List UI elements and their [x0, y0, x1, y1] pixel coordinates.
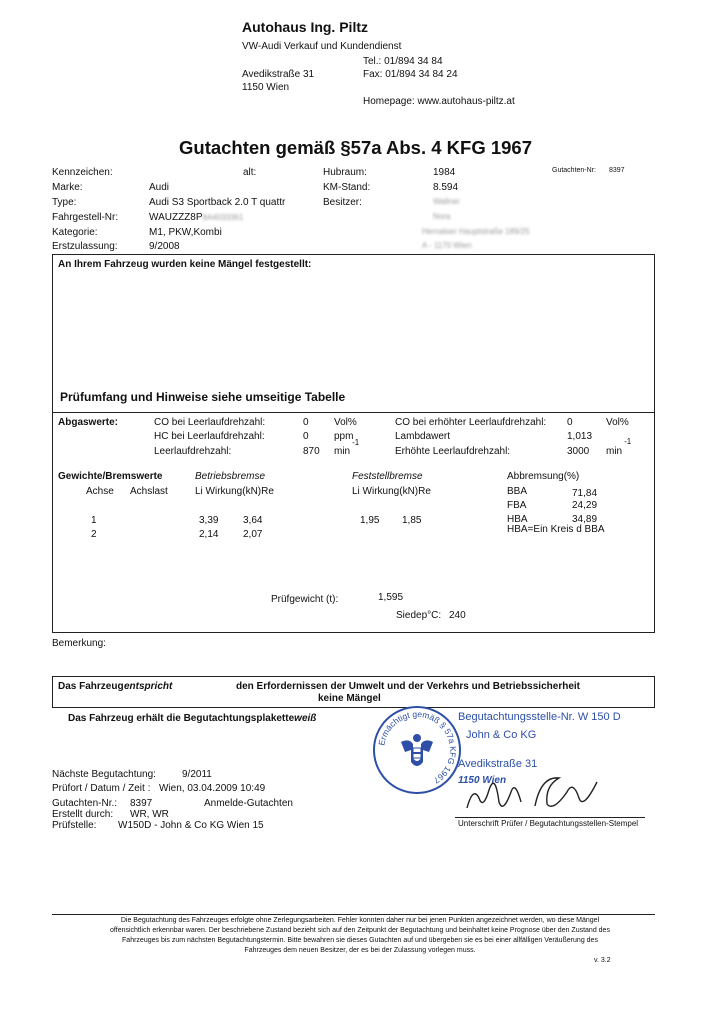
stamp-ring-text: Ermächtigt gemäß § 57a KFG 1967 — [376, 708, 459, 786]
company-city: 1150 Wien — [242, 82, 290, 93]
fahrgestell-redacted: 8A4033361 — [202, 213, 244, 222]
stamp-firma: John & Co KG — [466, 729, 537, 741]
besitzer-strasse: Hernalser Hauptstraße 189/25 — [422, 227, 530, 236]
ll-high-value: 3000 — [567, 446, 590, 457]
plakette-text — [68, 713, 316, 724]
pruefumfang-note: Prüfumfang und Hinweise siehe umseitige Tabelle — [60, 390, 346, 404]
siedep-label: Siedep°C: — [396, 610, 442, 621]
erstellt-value: WR, WR — [130, 809, 169, 820]
pruefort-label: Prüfort / Datum / Zeit : — [52, 783, 151, 794]
bba-value: 71,84 — [572, 488, 598, 499]
plakette-label: Das Fahrzeug erhält die Begutachtungsplakette — [68, 713, 295, 724]
table-row-2-achse: 2 — [91, 529, 97, 540]
feststellbremse-label: Feststellbremse — [352, 471, 423, 482]
fb-wirkung-header: Li Wirkung(kN)Re — [352, 486, 431, 497]
pruefgewicht-label: Prüfgewicht (t): — [271, 594, 339, 605]
bemerkung-label: Bemerkung: — [52, 638, 106, 649]
fahrgestell-visible: WAUZZZ8P — [149, 212, 203, 223]
company-street: Avedikstraße 31 — [242, 69, 315, 80]
ll-unit-text: min — [334, 446, 351, 457]
co-label: CO bei Leerlaufdrehzahl: — [154, 417, 266, 428]
gutachten-nr-label: Gutachten-Nr: — [552, 167, 596, 174]
co-high-unit: Vol% — [606, 417, 629, 428]
stamp-ort: 1150 Wien — [458, 775, 507, 786]
ll-unit-exp: -1 — [352, 438, 360, 447]
lambda-value: 1,013 — [567, 431, 593, 442]
document-title: Gutachten gemäß §57a Abs. 4 KFG 1967 — [179, 137, 532, 158]
table-row-1-achse: 1 — [91, 515, 97, 526]
kennzeichen-label: Kennzeichen: — [52, 167, 113, 178]
disclaimer-line-3: Fahrzeuges bis zum nächsten Begutachtungstermin. Bitte bewahren sie dieses Gutachten auf und übergeben sie es bei einer allfälligen Veräußerung des — [122, 937, 598, 944]
pruefgewicht-value: 1,595 — [378, 592, 404, 603]
achse-header: Achse — [86, 486, 114, 497]
ll-high-unit-text: min — [606, 446, 623, 457]
table-row-2-bb-li: 2,14 — [199, 529, 219, 540]
type-label: Type: — [52, 197, 77, 208]
eagle-icon — [401, 734, 433, 766]
anmelde-gutachten: Anmelde-Gutachten — [204, 798, 293, 809]
findings-heading: An Ihrem Fahrzeug wurden keine Mängel festgestellt: — [58, 259, 312, 270]
fba-value: 24,29 — [572, 500, 598, 511]
co-high-value: 0 — [567, 417, 573, 428]
gutachten-label: Gutachten-Nr.: — [52, 798, 118, 809]
ll-high-label: Erhöhte Leerlaufdrehzahl: — [395, 446, 511, 457]
verdict-prefix: Das Fahrzeug — [58, 681, 124, 692]
disclaimer-line-2: offensichtlich erkennbar waren. Der beschriebene Zustand bezieht sich auf den Zeitpunkt der Begutachtung und beinhaltet keine Prognose über den Zustand des — [110, 927, 610, 934]
ll-high-unit-exp: -1 — [624, 437, 632, 446]
abbremsung-label: Abbremsung(%) — [507, 471, 580, 482]
bba-label: BBA — [507, 486, 528, 497]
hba-note: HBA=Ein Kreis d BBA — [507, 524, 605, 535]
table-row-1-fb-re: 1,85 — [402, 515, 422, 526]
stamp-stelle: Begutachtungsstelle-Nr. W 150 D — [458, 711, 621, 723]
company-subtitle: VW-Audi Verkauf und Kundendienst — [242, 41, 402, 52]
disclaimer-line-4: Fahrzeuges dem neuen Besitzer, der es bei der Zulassung vorlegen muss. — [244, 947, 476, 954]
table-row-2-bb-re: 2,07 — [243, 529, 263, 540]
ll-high-unit — [606, 437, 632, 457]
table-row-1-fb-li: 1,95 — [360, 515, 380, 526]
signature-line — [455, 817, 645, 818]
hc-value: 0 — [303, 431, 309, 442]
verdict-text: den Erfordernissen der Umwelt und der Verkehrs und Betriebssicherheit — [236, 681, 580, 692]
gutachten-value: 8397 — [130, 798, 153, 809]
pruefstelle-label: Prüfstelle: — [52, 820, 97, 831]
hba-label: HBA — [507, 514, 528, 525]
erstzulassung-value: 9/2008 — [149, 241, 180, 252]
signature-icon — [455, 762, 605, 818]
erstellt-label: Erstellt durch: — [52, 809, 114, 820]
achslast-header: Achslast — [130, 486, 168, 497]
signature-caption: Unterschrift Prüfer / Begutachtungsstellen-Stempel — [458, 819, 639, 828]
hubraum-value: 1984 — [433, 167, 456, 178]
plakette-color: weiß — [294, 713, 317, 724]
fba-label: FBA — [507, 500, 527, 511]
table-row-1-bb-li: 3,39 — [199, 515, 219, 526]
ll-value: 870 — [303, 446, 320, 457]
co-value: 0 — [303, 417, 309, 428]
co-unit: Vol% — [334, 417, 357, 428]
stamp-ring-svg — [375, 708, 459, 792]
ll-unit — [334, 438, 360, 457]
bremswerte-label: Gewichte/Bremswerte — [58, 471, 163, 482]
disclaimer-divider — [52, 914, 655, 915]
besitzer-label: Besitzer: — [323, 197, 362, 208]
besitzer-vorname: Nora — [433, 212, 451, 221]
pruefstelle-value: W150D - John & Co KG Wien 15 — [118, 820, 264, 831]
km-label: KM-Stand: — [323, 182, 371, 193]
marke-label: Marke: — [52, 182, 83, 193]
gutachten-nr-value: 8397 — [609, 167, 625, 174]
hc-unit: ppm — [334, 431, 354, 442]
alt-label: alt: — [243, 167, 257, 178]
hc-label: HC bei Leerlaufdrehzahl: — [154, 431, 265, 442]
ll-label: Leerlaufdrehzahl: — [154, 446, 232, 457]
erstzulassung-label: Erstzulassung: — [52, 241, 118, 252]
version-label: v. 3.2 — [594, 957, 611, 964]
siedep-value: 240 — [449, 610, 466, 621]
besitzer-name: Wallner — [433, 197, 460, 206]
km-value: 8.594 — [433, 182, 459, 193]
company-name: Autohaus Ing. Piltz — [242, 19, 368, 35]
fahrgestell-label: Fahrgestell-Nr: — [52, 212, 119, 223]
marke-value: Audi — [149, 182, 170, 193]
naechste-label: Nächste Begutachtung: — [52, 769, 156, 780]
disclaimer-line-1: Die Begutachtung des Fahrzeuges erfolgte ohne Zerlegungsarbeiten. Fehler konnten daher nur bei jenen Punkten angezeichnet werden, wo diese Mängel — [120, 917, 600, 924]
company-fax: Fax: 01/894 34 84 24 — [363, 69, 458, 80]
type-value: Audi S3 Sportback 2.0 T quattr — [149, 197, 286, 208]
fahrgestell-value — [149, 212, 243, 223]
abgaswerte-label: Abgaswerte: — [58, 417, 119, 428]
table-row-1-bb-re: 3,64 — [243, 515, 263, 526]
lambda-label: Lambdawert — [395, 431, 451, 442]
naechste-value: 9/2011 — [182, 769, 212, 780]
besitzer-ort: A - 1170 Wien — [422, 241, 472, 250]
stamp-strasse: Avedikstraße 31 — [458, 758, 538, 770]
pruefort-value: Wien, 03.04.2009 10:49 — [159, 783, 266, 794]
hubraum-label: Hubraum: — [323, 167, 367, 178]
verdict-maengel: keine Mängel — [318, 693, 381, 704]
disclaimer — [0, 916, 720, 956]
company-homepage: Homepage: www.autohaus-piltz.at — [363, 96, 515, 107]
hba-value: 34,89 — [572, 514, 598, 525]
kategorie-value: M1, PKW,Kombi — [149, 227, 222, 238]
verdict-entspricht: entspricht — [124, 681, 173, 692]
company-tel: Tel.: 01/894 34 84 — [363, 56, 443, 67]
betriebsbremse-label: Betriebsbremse — [195, 471, 266, 482]
official-stamp — [373, 706, 461, 794]
kategorie-label: Kategorie: — [52, 227, 98, 238]
co-high-label: CO bei erhöhter Leerlaufdrehzahl: — [395, 417, 547, 428]
bb-wirkung-header: Li Wirkung(kN)Re — [195, 486, 274, 497]
